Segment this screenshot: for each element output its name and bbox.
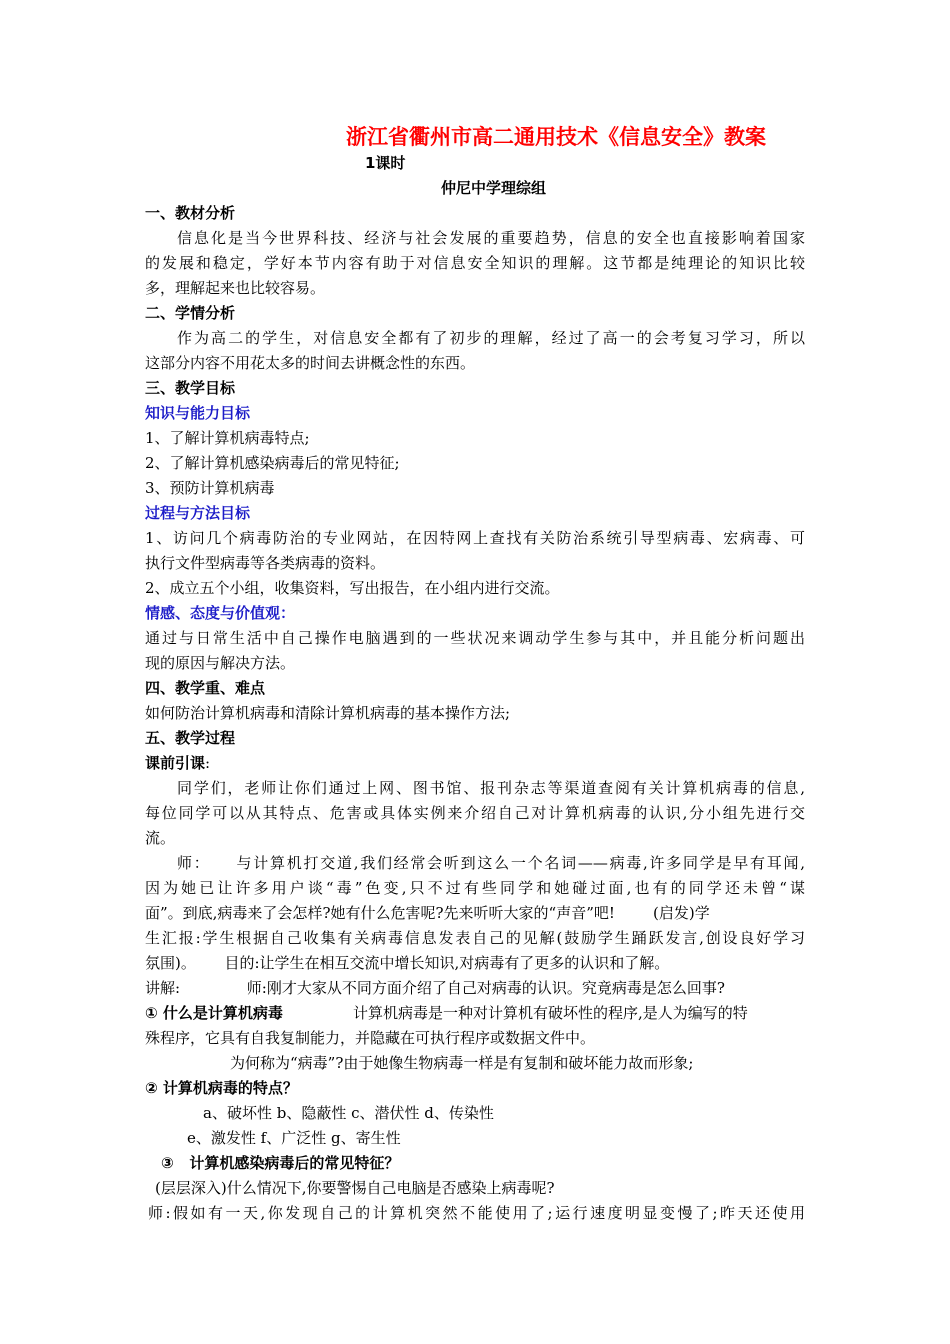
paragraph-line: 每位同学可以从其特点、危害或具体实例来介绍自己对计算机病毒的认识,分小组先进行交 (145, 804, 805, 822)
paragraph-line: 流。 (145, 829, 176, 847)
paragraph-line: 计算机病毒是一种对计算机有破坏性的程序,是人为编写的特 (353, 1004, 748, 1022)
feature-list-line: e、激发性 f、广泛性 g、寄生性 (187, 1129, 401, 1147)
section-heading-4: 四、教学重、难点 (145, 679, 266, 697)
paragraph-line: 为何称为“病毒”?由于她像生物病毒一样是有复制和破坏能力故而形象; (230, 1054, 694, 1072)
document-title: 浙江省衢州市高二通用技术《信息安全》教案 (346, 125, 766, 149)
lesson-count: 1课时 (365, 154, 406, 172)
question-heading-1: ① 什么是计算机病毒 (145, 1004, 283, 1022)
paragraph-line: 殊程序，它具有自我复制能力，并隐藏在可执行程序或数据文件中。 (145, 1029, 596, 1047)
paragraph-line: (层层深入)什么情况下,你要警惕自己电脑是否感染上病毒呢? (155, 1179, 555, 1197)
paragraph-line: 信息化是当今世界科技、经济与社会发展的重要趋势，信息的安全也直接影响着国家 (177, 229, 805, 247)
paragraph-line: 师:假如有一天,你发现自己的计算机突然不能使用了;运行速度明显变慢了;昨天还使用 (148, 1204, 805, 1222)
goal-heading-attitude: 情感、态度与价值观： (145, 604, 296, 622)
section-heading-3: 三、教学目标 (145, 379, 236, 397)
paragraph-line: 这部分内容不用花太多的时间去讲概念性的东西。 (145, 354, 476, 372)
paragraph-line: 生汇报:学生根据自己收集有关病毒信息发表自己的见解(鼓励学生踊跃发言,创设良好学习 (145, 929, 805, 947)
list-item: 执行文件型病毒等各类病毒的资料。 (145, 554, 386, 572)
section-heading-2: 二、学情分析 (145, 304, 236, 322)
paragraph-line: 讲解: 师:刚才大家从不同方面介绍了自己对病毒的认识。究竟病毒是怎么回事? (145, 979, 725, 997)
paragraph-line: 多，理解起来也比较容易。 (145, 279, 326, 297)
feature-list-line: a、破坏性 b、隐蔽性 c、潜伏性 d、传染性 (203, 1104, 494, 1122)
list-item: 2、了解计算机感染病毒后的常见特征; (145, 454, 400, 472)
intro-heading: 课前引课 (145, 754, 206, 772)
paragraph-line: 通过与日常生活中自己操作电脑遇到的一些状况来调动学生参与其中，并且能分析问题出 (145, 629, 805, 647)
paragraph-line: 作为高二的学生，对信息安全都有了初步的理解，经过了高一的会考复习学习，所以 (177, 329, 805, 347)
section-heading-5: 五、教学过程 (145, 729, 236, 747)
goal-heading-knowledge: 知识与能力目标 (145, 404, 251, 422)
author-group: 仲尼中学理综组 (441, 179, 547, 197)
intro-heading-line (145, 753, 210, 773)
paragraph-line: 的发展和稳定，学好本节内容有助于对信息安全知识的理解。这节都是纯理论的知识比较 (145, 254, 805, 272)
paragraph-line: 同学们，老师让你们通过上网、图书馆、报刊杂志等渠道查阅有关计算机病毒的信息, (177, 779, 805, 797)
list-item: 1、了解计算机病毒特点; (145, 429, 310, 447)
question-heading-2: ② 计算机病毒的特点？ (145, 1079, 298, 1097)
goal-heading-process: 过程与方法目标 (145, 504, 251, 522)
paragraph-line: 现的原因与解决方法。 (145, 654, 296, 672)
intro-colon: : (205, 754, 211, 772)
list-item: 3、预防计算机病毒 (145, 479, 275, 497)
paragraph-line: 师： 与计算机打交道,我们经常会听到这么一个名词——病毒,许多同学是早有耳闻, (177, 854, 805, 872)
paragraph-line: 面”。到底,病毒来了会怎样?她有什么危害呢?先来听听大家的“声音”吧! (启发)学 (145, 904, 710, 922)
section-heading-1: 一、教材分析 (145, 204, 236, 222)
list-item: 1、访问几个病毒防治的专业网站，在因特网上查找有关防治系统引导型病毒、宏病毒、可 (145, 529, 805, 547)
paragraph-line: 氛围)。 目的:让学生在相互交流中增长知识,对病毒有了更多的认识和了解。 (145, 954, 670, 972)
question-heading-3: ③ 计算机感染病毒后的常见特征？ (161, 1154, 400, 1172)
paragraph-line: 因为她已让许多用户谈“毒”色变,只不过有些同学和她碰过面,也有的同学还未曾“谋 (145, 879, 805, 897)
list-item: 2、成立五个小组，收集资料，写出报告，在小组内进行交流。 (145, 579, 560, 597)
paragraph-line: 如何防治计算机病毒和清除计算机病毒的基本操作方法; (145, 704, 511, 722)
